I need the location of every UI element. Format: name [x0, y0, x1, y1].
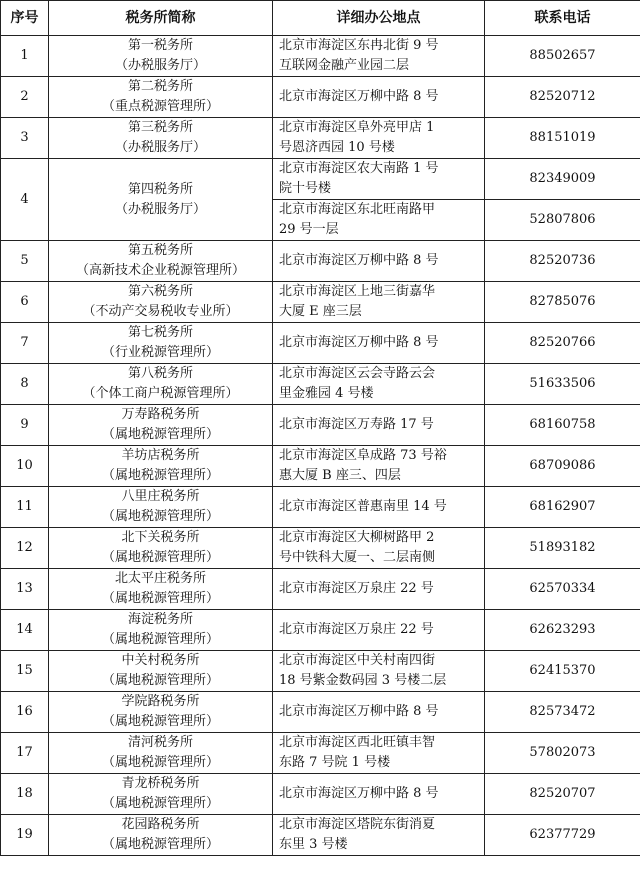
office-address-line: 互联网金融产业园二层 [279, 58, 410, 73]
office-name-line: （属地税源管理所） [101, 427, 219, 442]
row-number: 8 [1, 364, 49, 405]
office-phone: 82520766 [485, 323, 640, 364]
office-phone: 68709086 [485, 446, 640, 487]
table-row [1, 405, 640, 446]
office-name-line: （办税服务厅） [114, 201, 206, 217]
office-address-line: 北京市海淀区万寿路 17 号 [279, 417, 434, 432]
row-number: 7 [1, 323, 49, 364]
office-address-line: 北京市海淀区万柳中路 8 号 [279, 253, 439, 268]
office-address-line: 东路 7 号院 1 号楼 [279, 755, 391, 770]
office-name [49, 569, 273, 610]
office-name-line: 第三税务所 [127, 120, 193, 135]
office-name [49, 774, 273, 815]
header-office-name: 税务所简称 [49, 1, 273, 36]
row-number: 3 [1, 118, 49, 159]
office-address [273, 36, 485, 77]
office-address [273, 651, 485, 692]
table-row [1, 77, 640, 118]
office-name-line: （属地税源管理所） [101, 796, 219, 811]
office-name-line: （属地税源管理所） [101, 632, 219, 647]
office-address [273, 692, 485, 733]
office-name-line: 北太平庄税务所 [114, 571, 206, 586]
office-name-line: （属地税源管理所） [101, 591, 219, 606]
office-address [273, 118, 485, 159]
row-number: 10 [1, 446, 49, 487]
table-row [1, 569, 640, 610]
office-phone: 62570334 [485, 569, 640, 610]
office-phone: 57802073 [485, 733, 640, 774]
office-name-line: 第五税务所 [127, 243, 193, 258]
office-name [49, 282, 273, 323]
office-address-line: 北京市海淀区万柳中路 8 号 [279, 786, 439, 801]
office-phone: 68162907 [485, 487, 640, 528]
office-address [273, 77, 485, 118]
office-name-line: 八里庄税务所 [121, 489, 200, 504]
office-name-line: 青龙桥税务所 [121, 776, 200, 791]
office-address [273, 364, 485, 405]
office-phone: 51633506 [485, 364, 640, 405]
table-row [1, 815, 640, 856]
office-address-line: 北京市海淀区大柳树路甲 2 [279, 530, 435, 545]
office-name [49, 36, 273, 77]
row-number: 1 [1, 36, 49, 77]
office-name-line: （不动产交易税收专业所） [82, 304, 239, 319]
office-address-line: 号恩济西园 10 号楼 [279, 140, 395, 155]
office-name [49, 487, 273, 528]
office-address-line: 北京市海淀区西北旺镇丰智 [279, 735, 436, 750]
office-phone: 51893182 [485, 528, 640, 569]
office-phone: 88151019 [485, 118, 640, 159]
office-address [273, 446, 485, 487]
table-row [1, 528, 640, 569]
office-name [49, 118, 273, 159]
row-number: 14 [1, 610, 49, 651]
office-address [273, 241, 485, 282]
office-phone: 52807806 [485, 200, 640, 241]
table-row [1, 692, 640, 733]
office-name [49, 77, 273, 118]
table-row [1, 446, 640, 487]
office-name [49, 692, 273, 733]
office-phone: 68160758 [485, 405, 640, 446]
office-address-line: 北京市海淀区万柳中路 8 号 [279, 335, 439, 350]
office-name-line: 清河税务所 [127, 735, 193, 750]
header-number: 序号 [1, 1, 49, 36]
row-number: 6 [1, 282, 49, 323]
office-phone: 82573472 [485, 692, 640, 733]
office-phone: 82785076 [485, 282, 640, 323]
office-address [273, 610, 485, 651]
office-name [49, 364, 273, 405]
office-address-line: 大厦 E 座三层 [279, 304, 362, 319]
table-row [1, 36, 640, 77]
office-address-line: 北京市海淀区普惠南里 14 号 [279, 499, 447, 514]
office-address-line: 北京市海淀区阜成路 73 号裕 [279, 448, 447, 463]
office-name-line: （属地税源管理所） [101, 837, 219, 852]
office-phone: 82349009 [485, 159, 640, 200]
office-address-line: 惠大厦 B 座三、四层 [279, 468, 401, 483]
office-address-line: 29 号一层 [279, 222, 339, 237]
office-address-line: 北京市海淀区万泉庄 22 号 [279, 622, 434, 637]
office-phone: 82520712 [485, 77, 640, 118]
office-address-line: 院十号楼 [279, 181, 332, 196]
office-address-line: 里金雅园 4 号楼 [279, 386, 374, 401]
header-phone: 联系电话 [485, 1, 640, 36]
office-address [273, 528, 485, 569]
table-row [1, 487, 640, 528]
office-name-line: （高新技术企业税源管理所） [75, 263, 245, 278]
office-address-line: 北京市海淀区东北旺南路甲 [279, 202, 436, 217]
office-name [49, 651, 273, 692]
office-name-line: （属地税源管理所） [101, 468, 219, 483]
office-name-line: 羊坊店税务所 [121, 448, 200, 463]
row-number: 4 [1, 159, 49, 241]
office-address-line: 北京市海淀区塔院东街消夏 [279, 817, 436, 832]
header-address: 详细办公地点 [273, 1, 485, 36]
office-address-line: 北京市海淀区阜外亮甲店 1 [279, 120, 435, 135]
office-name-line: 第一税务所 [127, 38, 193, 53]
row-number: 18 [1, 774, 49, 815]
office-name [49, 610, 273, 651]
row-number: 15 [1, 651, 49, 692]
office-name-line: （属地税源管理所） [101, 673, 219, 688]
office-name-line: （重点税源管理所） [101, 99, 219, 114]
row-number: 12 [1, 528, 49, 569]
office-name-line: 海淀税务所 [127, 612, 193, 627]
office-address-line: 北京市海淀区中关村南四街 [279, 653, 436, 668]
office-name [49, 733, 273, 774]
office-name-line: 第八税务所 [127, 366, 193, 381]
office-name [49, 528, 273, 569]
office-address-line: 东里 3 号楼 [279, 837, 348, 852]
row-number: 16 [1, 692, 49, 733]
office-phone: 88502657 [485, 36, 640, 77]
office-name-line: 北下关税务所 [121, 530, 200, 545]
office-address [273, 774, 485, 815]
office-name-line: 第四税务所 [127, 181, 193, 197]
office-phone: 82520736 [485, 241, 640, 282]
row-number: 2 [1, 77, 49, 118]
office-phone: 82520707 [485, 774, 640, 815]
office-address [273, 282, 485, 323]
office-name-line: （行业税源管理所） [101, 345, 219, 360]
office-name-line: （办税服务厅） [114, 58, 206, 73]
header-row [1, 1, 640, 36]
office-address [273, 323, 485, 364]
office-name-line: 中关村税务所 [121, 653, 200, 668]
row-number: 5 [1, 241, 49, 282]
office-name-line: （属地税源管理所） [101, 714, 219, 729]
office-address [273, 569, 485, 610]
office-address-line: 北京市海淀区农大南路 1 号 [279, 161, 439, 176]
office-name-line: （个体工商户税源管理所） [82, 386, 239, 401]
office-name-line: 第七税务所 [127, 325, 193, 340]
row-number: 11 [1, 487, 49, 528]
office-address-line: 北京市海淀区万柳中路 8 号 [279, 704, 439, 719]
office-address-line: 18 号紫金数码园 3 号楼二层 [279, 673, 447, 688]
table-row [1, 610, 640, 651]
office-name-line: （属地税源管理所） [101, 755, 219, 770]
row-number: 17 [1, 733, 49, 774]
office-address-line: 北京市海淀区万泉庄 22 号 [279, 581, 434, 596]
row-number: 13 [1, 569, 49, 610]
office-name [49, 241, 273, 282]
table-row [1, 241, 640, 282]
office-address [273, 200, 485, 241]
table-row [1, 323, 640, 364]
office-name-line: 学院路税务所 [121, 694, 200, 709]
table-row [1, 364, 640, 405]
office-name-line: 花园路税务所 [121, 817, 200, 832]
office-address [273, 815, 485, 856]
office-address [273, 733, 485, 774]
table-row [1, 733, 640, 774]
office-address [273, 159, 485, 200]
row-number: 19 [1, 815, 49, 856]
office-name-line: （属地税源管理所） [101, 550, 219, 565]
office-phone: 62623293 [485, 610, 640, 651]
office-name [49, 323, 273, 364]
office-address [273, 405, 485, 446]
table-row [1, 774, 640, 815]
office-address-line: 北京市海淀区上地三街嘉华 [279, 284, 436, 299]
office-name-line: 万寿路税务所 [121, 407, 200, 422]
table-row [1, 159, 640, 200]
office-name-line: 第六税务所 [127, 284, 193, 299]
table-body [1, 36, 640, 856]
office-address-line: 北京市海淀区万柳中路 8 号 [279, 89, 439, 104]
office-name-line: （属地税源管理所） [101, 509, 219, 524]
office-phone: 62415370 [485, 651, 640, 692]
table-row [1, 118, 640, 159]
office-address-line: 号中铁科大厦一、二层南侧 [279, 550, 436, 565]
office-phone: 62377729 [485, 815, 640, 856]
office-name [49, 446, 273, 487]
office-address-line: 北京市海淀区东冉北街 9 号 [279, 38, 439, 53]
office-name-line: 第二税务所 [127, 79, 193, 94]
office-address-line: 北京市海淀区云会寺路云会 [279, 366, 436, 381]
table-row [1, 651, 640, 692]
office-name [49, 815, 273, 856]
office-name [49, 159, 273, 241]
table-row [1, 282, 640, 323]
row-number: 9 [1, 405, 49, 446]
office-name [49, 405, 273, 446]
office-address [273, 487, 485, 528]
office-name-line: （办税服务厅） [114, 140, 206, 155]
